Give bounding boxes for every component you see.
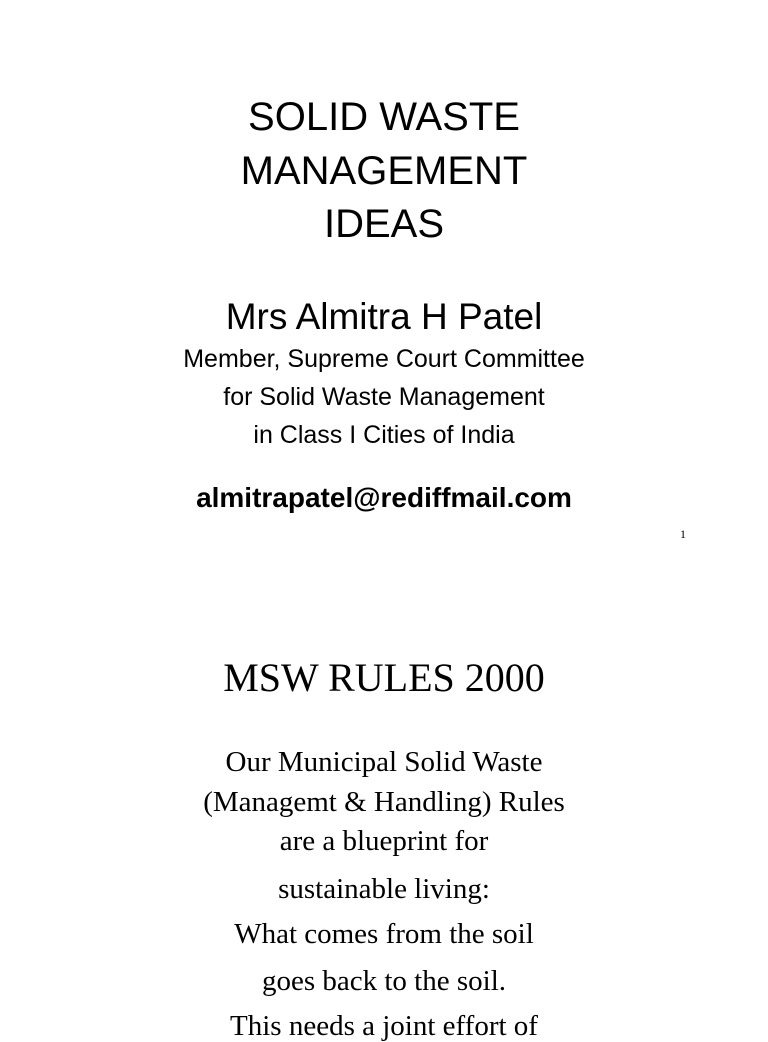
body-line-3: are a blueprint for xyxy=(279,825,489,857)
title-line-1: SOLID WASTE xyxy=(248,95,520,139)
body-line-1: Our Municipal Solid Waste xyxy=(225,746,543,778)
title-line-3: IDEAS xyxy=(323,202,445,246)
author-email: almitrapatel@rediffmail.com xyxy=(196,482,572,513)
affiliation-line-2: for Solid Waste Management xyxy=(223,383,545,411)
affiliation-line-1: Member, Supreme Court Committee xyxy=(183,345,585,373)
body-line-6: goes back to the soil. xyxy=(261,965,507,997)
affiliation-line-3: in Class I Cities of India xyxy=(253,421,515,449)
body-line-4: sustainable living: xyxy=(278,873,490,905)
body-line-2: (Managemt & Handling) Rules xyxy=(203,786,565,818)
body-line-5: What comes from the soil xyxy=(234,918,534,950)
title-line-2: MANAGEMENT xyxy=(240,149,528,193)
page-number: 1 xyxy=(680,527,686,541)
body-line-7: This needs a joint effort of xyxy=(230,1010,538,1042)
slide-heading: MSW RULES 2000 xyxy=(223,655,545,700)
author-name: Mrs Almitra H Patel xyxy=(225,296,543,337)
slide-2 xyxy=(0,560,768,1042)
